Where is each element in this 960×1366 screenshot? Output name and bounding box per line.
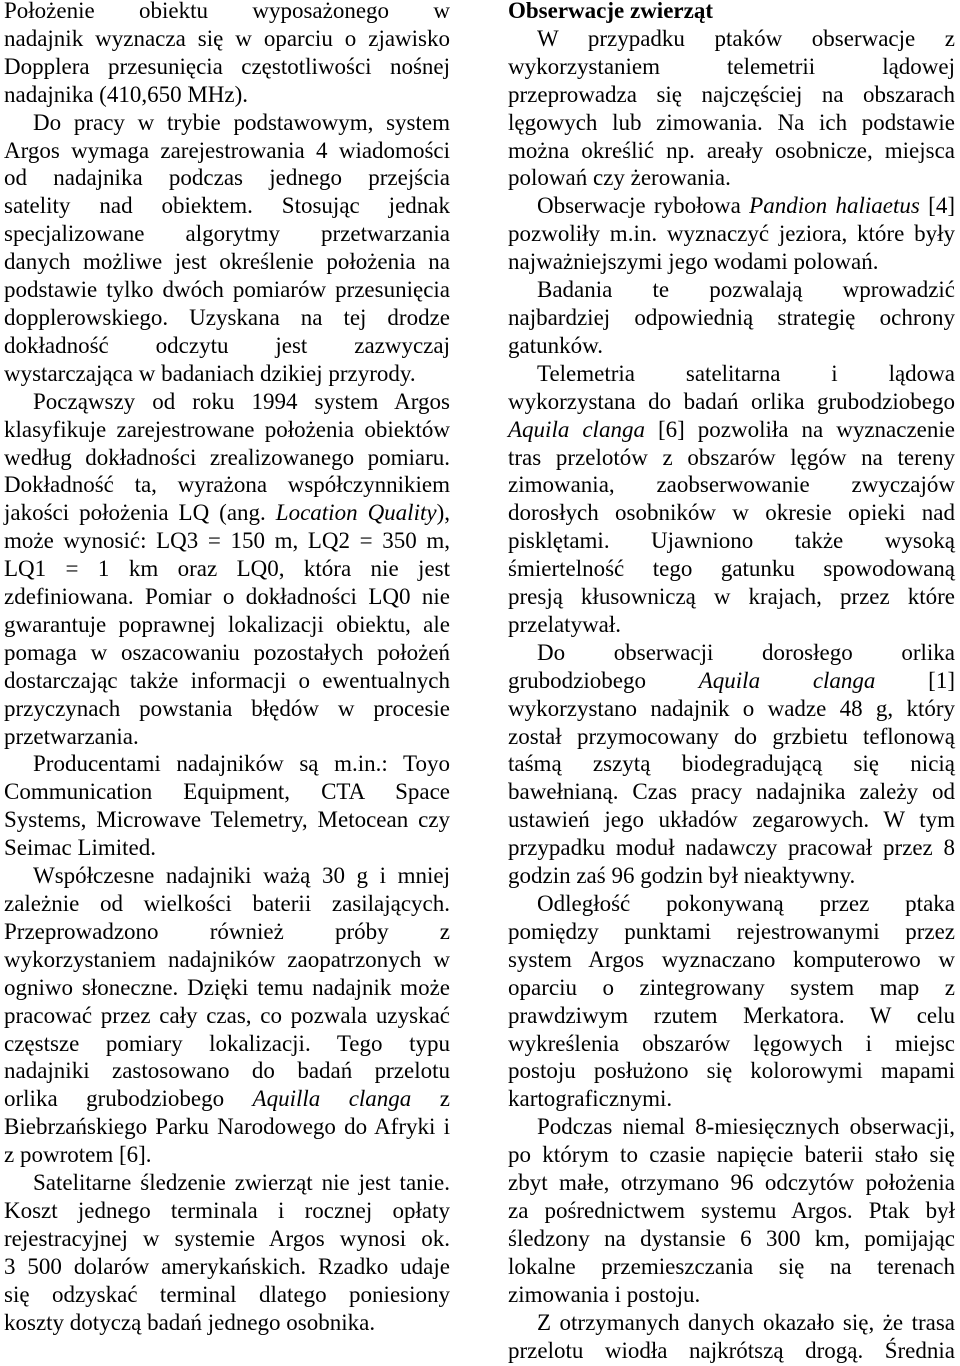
text-run: grubodziobego (508, 667, 699, 693)
text-line: gatunków. (508, 332, 603, 358)
text-line: pomaga w oszacowaniu pozostałych położeń (4, 639, 450, 665)
text-run: jakości położenia LQ (ang. (4, 500, 276, 526)
text-line (4, 499, 450, 527)
paragraph (4, 0, 450, 109)
text-line: dokładność odczytu jest zazwyczaj (4, 332, 450, 358)
text-line: Biebrzańskiego Parku Narodowego do Afryki i (4, 1114, 450, 1140)
text-run: ), (436, 500, 450, 526)
italic-term: Aquila clanga (508, 416, 645, 442)
text-line: śmiertelność tego gatunku spowodowaną (508, 556, 955, 582)
text-line: presją kłusowniczą w krajach, przez które (508, 584, 955, 610)
text-line: Telemetria satelitarna i lądowa (537, 360, 955, 386)
paragraph (508, 890, 955, 1113)
text-line: pomiędzy punktami rejestrowanymi przez (508, 918, 955, 944)
italic-term: Aquilla clanga (252, 1086, 412, 1112)
text-line: najbardziej odpowiednią strategię ochrony (508, 304, 955, 330)
text-line: może wynosić: LQ3 = 150 m, LQ2 = 350 m, (4, 528, 450, 554)
text-line: za pośrednictwem systemu Argos. Ptak był (508, 1197, 955, 1223)
text-line: bawełnianą. Czas pracy nadajnika zależy od (508, 779, 955, 805)
text-line: LQ1 = 1 km oraz LQ0, która nie jest (4, 556, 450, 582)
text-line: W przypadku ptaków obserwacje z (537, 25, 955, 51)
paragraph (4, 109, 450, 388)
text-line: z powrotem [6]. (4, 1142, 152, 1168)
text-line: wykorzystana do badań orlika grubodziobego (508, 388, 955, 414)
italic-term: Aquila clanga (698, 667, 876, 693)
text-line (508, 192, 955, 220)
text-line: oparciu o zintegrowany system map z (508, 974, 955, 1000)
text-line: danych możliwe jest określenie położenia na (4, 249, 450, 275)
text-line: Do obserwacji dorosłego orlika (537, 639, 955, 665)
text-line: satelity nad obiektem. Stosując jednak (4, 193, 450, 219)
paragraph (4, 1169, 450, 1336)
text-line: pracować przez cały czas, co pozwala uzyskać (4, 1002, 450, 1028)
text-line: zbyt małe, otrzymano 96 odczytów położenia (508, 1170, 955, 1196)
text-run: [4] (919, 193, 955, 219)
text-line: został przymocowany do grzbietu teflonową (508, 723, 955, 749)
paragraph (508, 25, 955, 192)
paragraph (508, 1113, 955, 1308)
text-line: rejestracyjnej w systemie Argos wynosi ok. (4, 1225, 450, 1251)
paragraph (508, 1309, 955, 1365)
text-line: Do pracy w trybie podstawowym, system (33, 109, 450, 135)
text-line: Seimac Limited. (4, 835, 157, 861)
text-line: dorosłych osobników w okresie opieki nad (508, 500, 955, 526)
text-line: wykorzystaniem telemetrii lądowej (508, 53, 955, 79)
text-line: lęgowych lub zimowania. Na ich podstawie (508, 109, 955, 135)
text-line: według dokładności zrealizowanego pomiaru. (4, 444, 450, 470)
text-line: gwarantuje poprawnej lokalizacji obiektu, ale (4, 611, 450, 637)
right-column (508, 0, 955, 1364)
paragraph (4, 388, 450, 751)
text-line: prawdziwym rzutem Merkatora. W celu (508, 1002, 955, 1028)
text-line: zimowania, zaobserwowanie zwyczajów (508, 472, 955, 498)
text-line: przelotu wiodła najkrótszą drogą. Średnia (508, 1337, 955, 1363)
text-line: najważniejszymi jego wodami polowań. (508, 249, 879, 275)
text-line: koszty dotyczą badań jednego osobnika. (4, 1309, 376, 1335)
text-line: 3 500 dolarów amerykańskich. Rzadko udaje (4, 1253, 450, 1279)
text-line: ustawień jego układów zegarowych. W tym (508, 807, 955, 833)
text-line (4, 1085, 450, 1113)
text-line: częstsze pomiary lokalizacji. Tego typu (4, 1030, 450, 1056)
paragraph (4, 750, 450, 862)
italic-term: Location Quality (275, 500, 437, 526)
text-line: specjalizowane algorytmy przetwarzania (4, 221, 450, 247)
text-line: Satelitarne śledzenie zwierząt nie jest tanie. (33, 1170, 450, 1196)
text-line: Z otrzymanych danych okazało się, że trasa (537, 1309, 955, 1335)
text-line: postoju posłużono się kolorowymi mapami (508, 1058, 955, 1084)
text-line: system Argos wyznaczano komputerowo w (508, 946, 955, 972)
text-line: od nadajnika podczas jednego przejścia (4, 165, 450, 191)
text-run: Obserwacje rybołowa (537, 193, 750, 219)
text-line: można określić np. areały osobnicze, miejsca (508, 137, 955, 163)
left-column (4, 0, 450, 1337)
text-line: pozwoliły m.in. wyznaczyć jeziora, które były (508, 221, 955, 247)
text-line: taśmą zszytą biodegradującą się nicią (508, 751, 955, 777)
text-line: Dopplera przesunięcia częstotliwości nośnej (4, 53, 450, 79)
text-line: Argos wymaga zarejestrowania 4 wiadomości (4, 137, 450, 163)
text-line: Koszt jednego terminala i rocznej opłaty (4, 1197, 450, 1223)
text-line: Położenie obiektu wyposażonego w (4, 0, 450, 23)
text-line: Odległość pokonywaną przez ptaka (537, 891, 955, 916)
text-line: dopplerowskiego. Uzyskana na tej drodze (4, 304, 450, 330)
text-line (508, 667, 955, 695)
text-line: klasyfikuje zarejestrowane położenia obiektów (4, 416, 450, 442)
text-line: Dokładność ta, wyrażona współczynnikiem (4, 472, 450, 498)
paragraph (4, 862, 450, 1169)
text-line: przetwarzania. (4, 723, 139, 749)
text-line: godzin zaś 96 godzin był nieaktywny. (508, 863, 856, 889)
text-line (508, 416, 955, 444)
text-line: Podczas niemal 8-miesięcznych obserwacji, (537, 1114, 955, 1140)
text-line: dostarczając także informacji o ewentualnych (4, 667, 450, 693)
text-run: z (411, 1086, 450, 1112)
text-line: Communication Equipment, CTA Space (4, 779, 450, 805)
text-line: pisklętami. Ujawniono także wysoką (508, 528, 955, 554)
text-line: wykorzystaniem nadajników zaopatrzonych w (4, 946, 450, 972)
text-line: zimowania i postoju. (508, 1281, 701, 1307)
section-heading: Obserwacje zwierząt (508, 0, 713, 23)
text-line: się odzyskać terminal dlatego poniesiony (4, 1281, 450, 1307)
text-line: po którym to czasie napięcie baterii stało się (508, 1142, 955, 1168)
text-line: wystarczająca w badaniach dzikiej przyrody. (4, 360, 416, 386)
text-line: podstawie tylko dwóch pomiarów przesunięcia (4, 277, 450, 303)
text-line: Badania te pozwalają wprowadzić (537, 277, 955, 303)
text-line: zdefiniowana. Pomiar o dokładności LQ0 nie (4, 584, 450, 610)
paragraph (508, 360, 955, 639)
text-line: wykreślenia obszarów lęgowych i miejsc (508, 1030, 955, 1056)
paragraph (508, 639, 955, 890)
text-line: nadajnika (410,650 MHz). (4, 81, 248, 107)
text-run: orlika grubodziobego (4, 1086, 253, 1112)
text-line: polowań czy żerowania. (508, 165, 731, 191)
text-line: przelatywał. (508, 611, 622, 637)
text-line: ogniwo słoneczne. Dzięki temu nadajnik może (4, 974, 450, 1000)
text-line: nadajnik wyznacza się w oparciu o zjawisko (4, 25, 450, 51)
text-line: wykorzystano nadajnik o wadze 48 g, który (508, 695, 955, 721)
text-line: tras przelotów z obszarów lęgów na tereny (508, 444, 955, 470)
text-line: lokalne przemieszczania się na terenach (508, 1253, 955, 1279)
text-run: [1] (875, 667, 955, 693)
text-run: [6] pozwoliła na wyznaczenie (644, 416, 955, 442)
paragraph (508, 192, 955, 276)
text-line: kartograficznymi. (508, 1086, 673, 1112)
text-line: Producentami nadajników są m.in.: Toyo (33, 751, 450, 777)
text-line: Współczesne nadajniki ważą 30 g i mniej (33, 863, 450, 889)
text-line: nadajniki zastosowano do badań przelotu (4, 1058, 450, 1084)
text-line: przypadku moduł nadawczy pracował przez 8 (508, 835, 955, 861)
text-line: śledzony na dystansie 6 300 km, pomijając (508, 1225, 955, 1251)
text-line: zależnie od wielkości baterii zasilających. (4, 891, 450, 916)
text-line: Systems, Microwave Telemetry, Metocean czy (4, 807, 450, 833)
text-line: przeprowadza się najczęściej na obszarach (508, 81, 955, 107)
text-line: przyczynach powstania błędów w procesie (4, 695, 450, 721)
italic-term: Pandion haliaetus (749, 193, 920, 219)
paragraph (508, 276, 955, 360)
text-line: Począwszy od roku 1994 system Argos (33, 388, 450, 414)
text-line: Przeprowadzono również próby z (4, 918, 450, 944)
